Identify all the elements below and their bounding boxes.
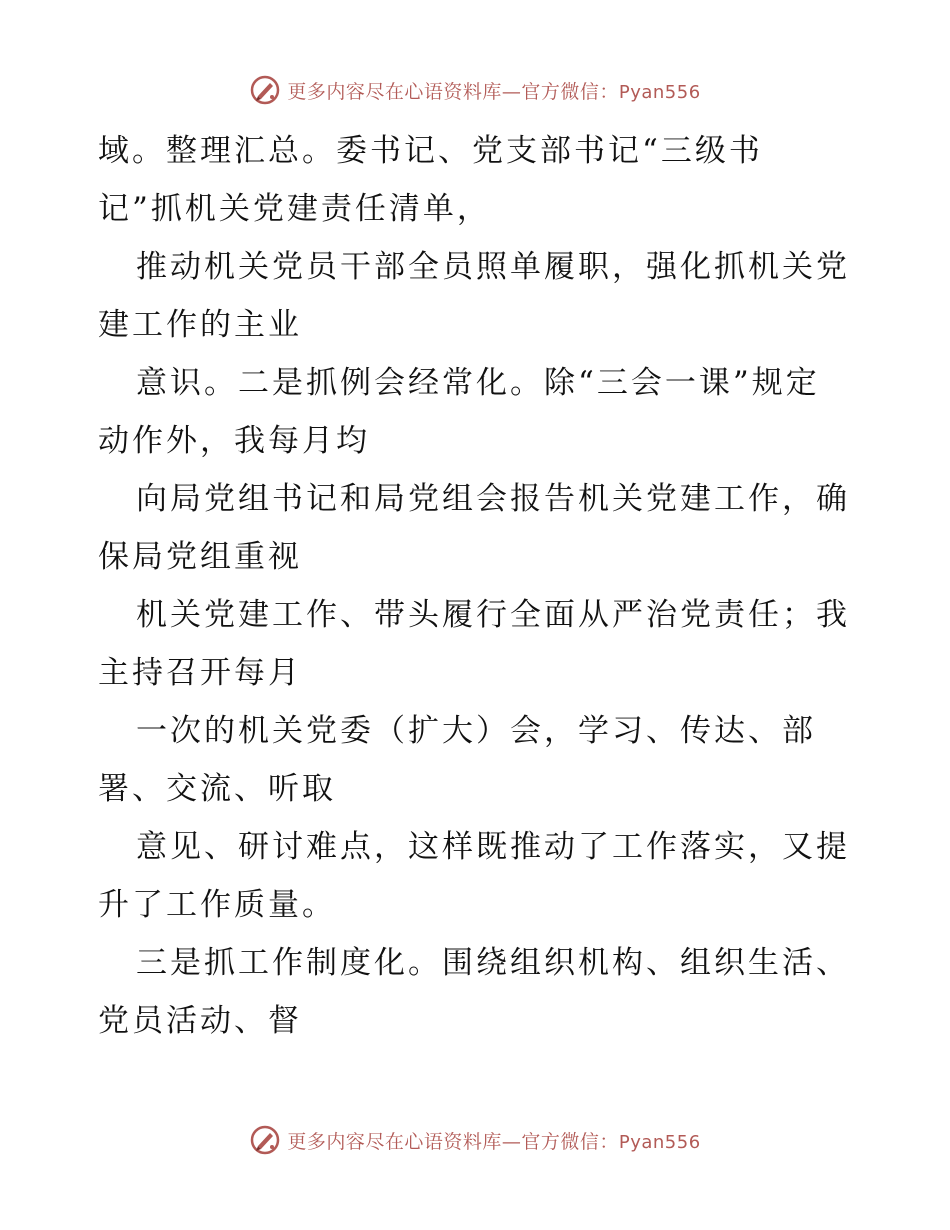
text-line: 意见、研讨难点，这样既推动了工作落实，又提 xyxy=(136,829,850,865)
watermark-text: 更多内容尽在心语资料库—官方微信：Pyan556 xyxy=(287,1130,701,1153)
text-line: 域。整理汇总。委书记、党支部书记“三级书 xyxy=(98,133,763,169)
text-line: 机关党建工作、带头履行全面从严治党责任；我 xyxy=(136,597,850,633)
text-line: 三是抓工作制度化。围绕组织机构、组织生活、 xyxy=(136,945,850,981)
text-line: 记”抓机关党建责任清单， xyxy=(98,191,491,227)
text-line: 向局党组书记和局党组会报告机关党建工作，确 xyxy=(136,481,850,517)
text-line: 保局党组重视 xyxy=(98,539,302,575)
text-line: 建工作的主业 xyxy=(98,307,302,343)
watermark-text: 更多内容尽在心语资料库—官方微信：Pyan556 xyxy=(287,80,701,103)
text-line: 意识。二是抓例会经常化。除“三会一课”规定 xyxy=(136,365,820,401)
pen-logo-icon xyxy=(249,1124,281,1156)
text-line: 党员活动、督 xyxy=(98,1003,302,1039)
header-watermark xyxy=(0,72,950,108)
pen-logo-icon xyxy=(249,74,281,106)
text-line: 升了工作质量。 xyxy=(98,887,336,923)
document-body xyxy=(98,122,858,1050)
text-line: 一次的机关党委（扩大）会，学习、传达、部 xyxy=(136,713,816,749)
text-line: 动作外，我每月均 xyxy=(98,423,370,459)
text-line: 署、交流、听取 xyxy=(98,771,336,807)
footer-watermark xyxy=(0,1122,950,1158)
text-line: 推动机关党员干部全员照单履职，强化抓机关党 xyxy=(136,249,850,285)
text-line: 主持召开每月 xyxy=(98,655,302,691)
